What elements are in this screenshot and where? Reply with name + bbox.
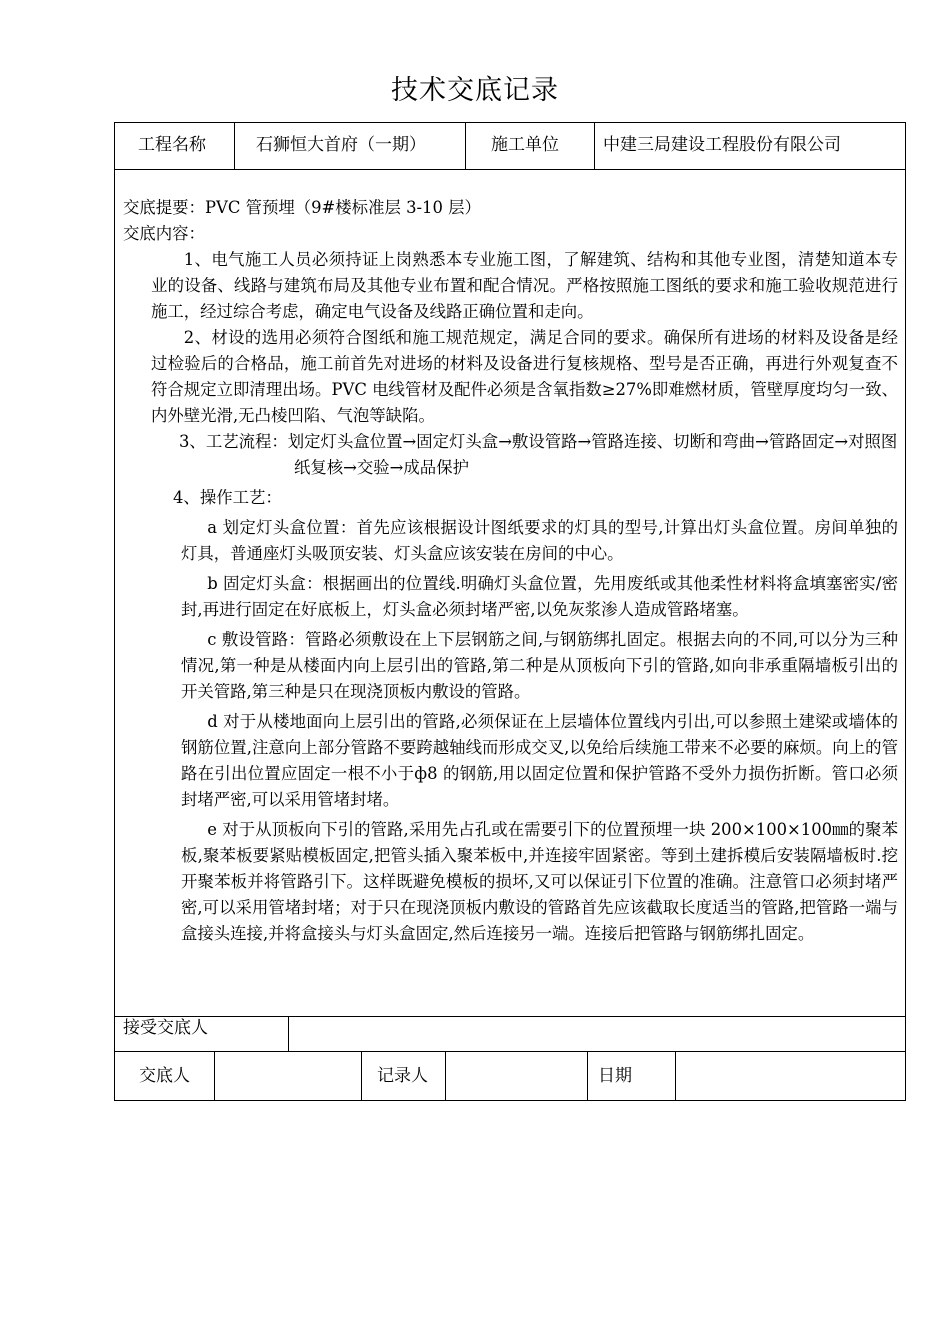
step-b: b 固定灯头盒：根据画出的位置线.明确灯头盒位置，先用废纸或其他柔性材料将盒填塞密实/密封,再进行固定在好底板上，灯头盒必须封堵严密,以免灰浆渗人造成管路堵塞。 (181, 574, 898, 619)
presenter-label: 交底人 (139, 1066, 190, 1086)
signature-col-divider-4 (587, 1051, 588, 1101)
header-col-divider-3 (594, 122, 595, 169)
signature-col-divider-2 (361, 1051, 362, 1101)
content-label: 交底内容： (123, 224, 205, 243)
recorder-signature-field[interactable] (452, 1058, 580, 1094)
paragraph-2: 2、材设的选用必须符合图纸和施工规范规定，满足合同的要求。确保所有进场的材料及设备是经过检验后的合格品，施工前首先对进场的材料及设备进行复核规格、型号是否正确，再进行外观复查不符合规定立即清理出场。PVC 电线管材及配件必须是含氧指数≥27%即难燃材质，管壁厚度均匀一致、内外壁光滑,无凸棱凹陷、气泡等缺陷。 (151, 328, 898, 425)
document-title: 技术交底记录 (391, 75, 559, 106)
step-c: c 敷设管路：管路必须敷设在上下层钢筋之间,与钢筋绑扎固定。根据去向的不同,可以分为三种情况,第一种是从楼面内向上层引出的管路,第二种是从顶板向下引的管路,如向非承重隔墙板引出的开关管路,第三种是只在现浇顶板内敷设的管路。 (181, 630, 898, 701)
content-area (123, 195, 898, 947)
project-name-label: 工程名称 (138, 135, 206, 155)
header-row-divider (114, 169, 906, 170)
date-field[interactable] (682, 1058, 900, 1094)
summary-line: 交底提要：PVC 管预埋（9#楼标准层 3-10 层） (123, 198, 481, 217)
recorder-label: 记录人 (377, 1066, 428, 1086)
paragraph-1: 1、电气施工人员必须持证上岗熟悉本专业施工图，了解建筑、结构和其他专业图，清楚知道本专业的设备、线路与建筑布局及其他专业布置和配合情况。严格按照施工图纸的要求和施工验收规范进行施工，经过综合考虑，确定电气设备及线路正确位置和走向。 (151, 250, 898, 321)
presenter-signature-field[interactable] (220, 1058, 355, 1094)
paragraph-3-process-flow: 3、工艺流程：划定灯头盒位置→固定灯头盒→敷设管路→管路连接、切断和弯曲→管路固定→对照图纸复核→交验→成品保护 (179, 432, 898, 477)
signature-col-divider-3 (445, 1051, 446, 1101)
signature-col-divider-1 (214, 1051, 215, 1101)
receiver-col-divider (288, 1016, 289, 1051)
signature-col-divider-5 (675, 1051, 676, 1101)
receiver-label: 接受交底人 (123, 1018, 208, 1038)
signature-row-top (114, 1051, 906, 1052)
construction-unit-value: 中建三局建设工程股份有限公司 (603, 135, 841, 155)
header-col-divider-1 (234, 122, 235, 169)
receiver-signature-field[interactable] (296, 1017, 896, 1047)
step-a: a 划定灯头盒位置：首先应该根据设计图纸要求的灯具的型号,计算出灯头盒位置。房间单独的灯具，普通座灯头吸顶安装、灯头盒应该安装在房间的中心。 (181, 518, 898, 563)
date-label: 日期 (598, 1066, 632, 1086)
paragraph-4-operations: 4、操作工艺： (173, 488, 282, 507)
step-d: d 对于从楼地面向上层引出的管路,必须保证在上层墙体位置线内引出,可以参照土建梁或墙体的钢筋位置,注意向上部分管路不要跨越轴线而形成交叉,以免给后续施工带来不必要的麻烦。向上的管路在引出位置应固定一根不小于ф8 的钢筋,用以固定位置和保护管路不受外力损伤折断。管口必须封堵严密,可以采用管堵封堵。 (181, 712, 898, 809)
project-name-value: 石狮恒大首府（一期） (256, 135, 426, 155)
header-col-divider-2 (465, 122, 466, 169)
construction-unit-label: 施工单位 (491, 135, 559, 155)
step-e: e 对于从顶板向下引的管路,采用先占孔或在需要引下的位置预埋一块 200×100×100㎜的聚苯板,聚苯板要紧贴模板固定,把管头插入聚苯板中,并连接牢固紧密。等到土建拆模后安装隔墙板时.挖开聚苯板并将管路引下。这样既避免模板的损坏,又可以保证引下位置的准确。注意管口必须封堵严密,可以采用管堵封堵；对于只在现浇顶板内敷设的管路首先应该截取长度适当的管路,把管路一端与盒接头连接,并将盒接头与灯头盒固定,然后连接另一端。连接后把管路与钢筋绑扎固定。 (181, 820, 898, 943)
